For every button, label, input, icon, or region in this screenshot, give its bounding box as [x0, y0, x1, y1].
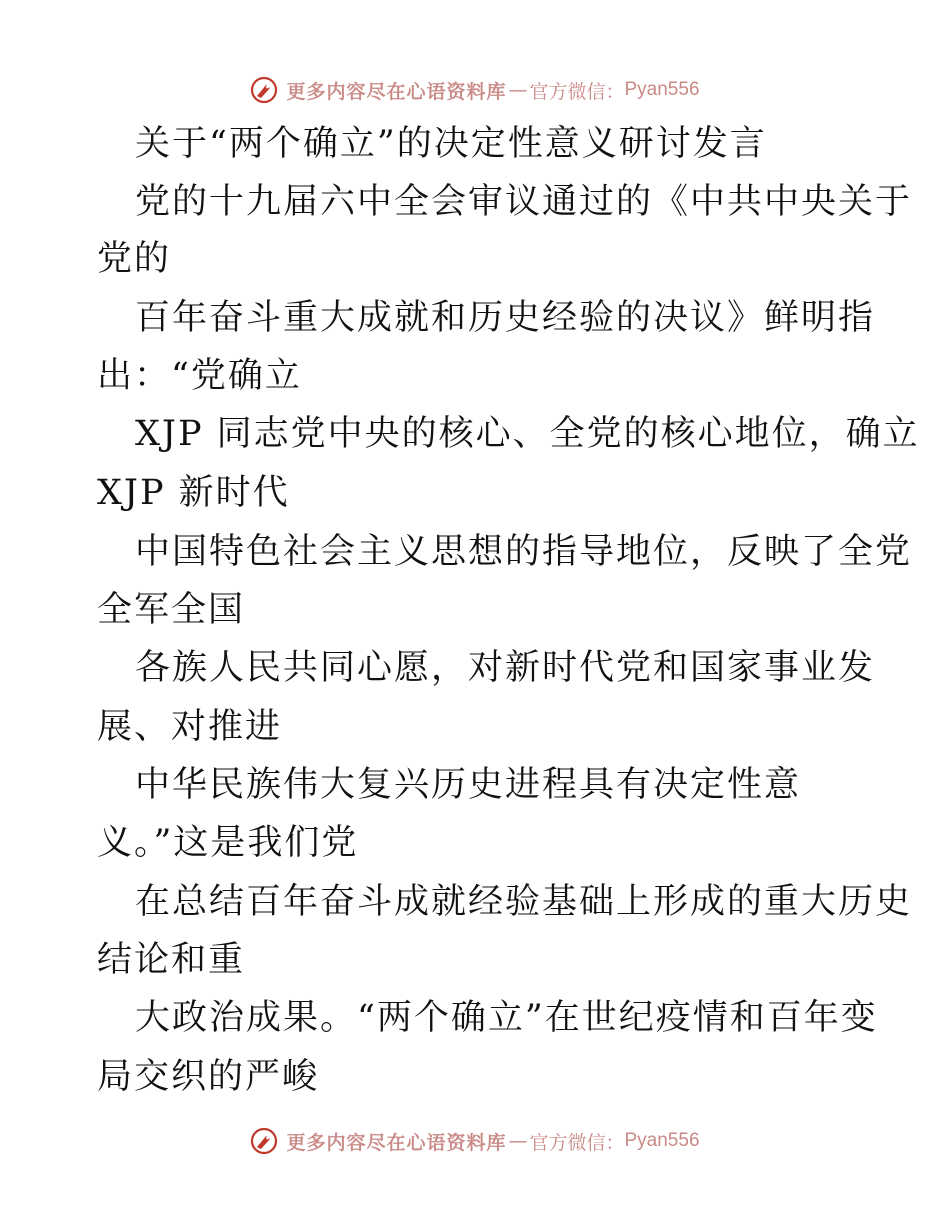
pen-nib-logo-icon: [250, 76, 278, 104]
banner-wechat-label: 官方微信：: [529, 1131, 625, 1154]
paragraph-line: 在总结百年奋斗成就经验基础上形成的重大历史: [135, 882, 913, 922]
paragraph-line: 全军全国: [97, 590, 246, 630]
pen-nib-logo-icon: [250, 1127, 278, 1155]
paragraph-line: 各族人民共同心愿，对新时代党和国家事业发: [135, 648, 876, 688]
paragraph-line: 大政治成果。“两个确立”在世纪疫情和百年变: [135, 998, 878, 1038]
paragraph-line: 党的: [97, 239, 172, 279]
paragraph-line: 中华民族伟大复兴历史进程具有决定性意: [135, 765, 802, 805]
paragraph-line: 党的十九届六中全会审议通过的《中共中央关于: [135, 182, 913, 222]
banner-main-text: 更多内容尽在心语资料库: [286, 80, 507, 103]
paragraph-line: 中国特色社会主义思想的指导地位，反映了全党: [135, 532, 913, 572]
footer-banner: [0, 1121, 950, 1161]
paragraph-line: XJP 新时代: [97, 473, 290, 513]
document-title: 关于“两个确立”的决定性意义研讨发言: [135, 124, 767, 164]
banner-wechat-label: 官方微信：: [529, 80, 625, 103]
paragraph-line: 展、对推进: [97, 707, 283, 747]
header-banner: [0, 70, 950, 110]
paragraph-line: 局交织的严峻: [97, 1057, 320, 1097]
banner-separator: —: [508, 1130, 528, 1152]
paragraph-line: 义。”这是我们党: [97, 823, 359, 863]
banner-wechat-id: Pyan556: [624, 79, 700, 100]
paragraph-line: 出：“党确立: [97, 356, 302, 396]
paragraph-line: XJP 同志党中央的核心、全党的核心地位，确立: [135, 414, 920, 454]
banner-separator: —: [508, 79, 528, 101]
banner-wechat-id: Pyan556: [624, 1130, 700, 1151]
paragraph-line: 结论和重: [97, 940, 246, 980]
banner-main-text: 更多内容尽在心语资料库: [286, 1131, 507, 1154]
paragraph-line: 百年奋斗重大成就和历史经验的决议》鲜明指: [135, 298, 876, 338]
